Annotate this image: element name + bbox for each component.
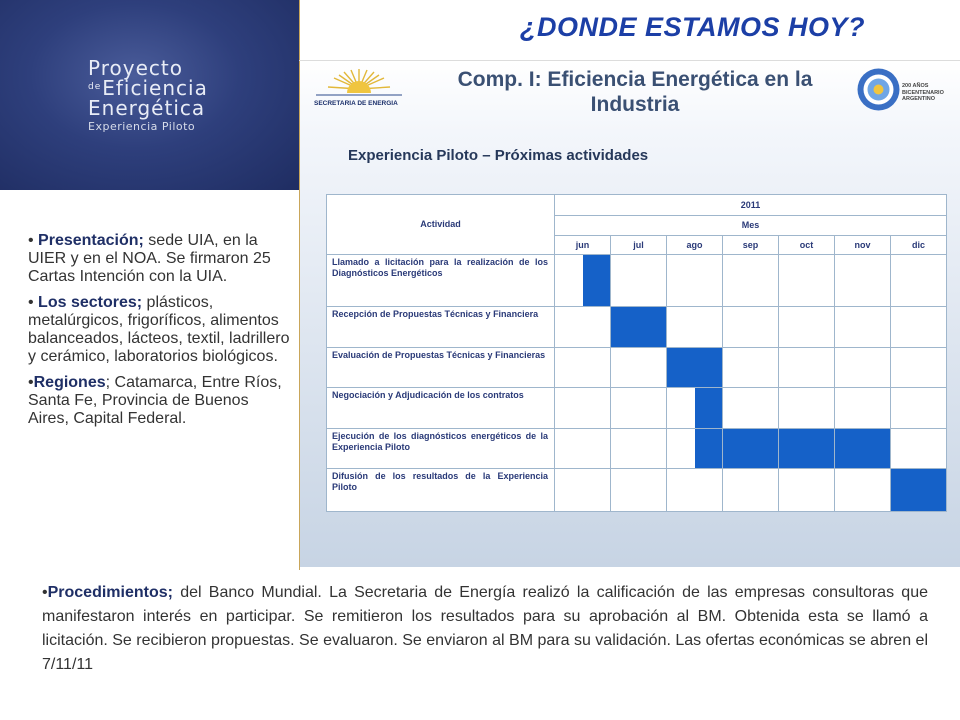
gantt-cell (611, 307, 667, 348)
month-header-sep: sep (723, 235, 779, 254)
gantt-cell (611, 469, 667, 512)
gantt-cell (835, 347, 891, 388)
gantt-bar (779, 429, 807, 469)
gantt-cell (835, 388, 891, 429)
gantt-bar (695, 388, 723, 428)
gantt-row (327, 469, 947, 512)
gantt-cell (891, 347, 947, 388)
bullet-label: Presentación; (38, 232, 144, 249)
gantt-row (327, 254, 947, 307)
embedded-slide (300, 61, 960, 567)
bicentenario-seal-icon (856, 67, 901, 112)
activity-label: Negociación y Adjudicación de los contratos (327, 388, 555, 429)
month-header-nov: nov (835, 235, 891, 254)
slide-subtitle: Experiencia Piloto – Próximas actividades (348, 147, 649, 164)
bullet-text: sede UIA, en la UIER y en el NOA. Se firmaron 25 Cartas Intención con la UIA. (28, 232, 271, 285)
org-caption: SECRETARIA DE ENERGIA (314, 100, 398, 107)
gantt-bar (695, 348, 723, 388)
bullet-marker: • (28, 374, 34, 391)
logo-line-eficiencia (88, 78, 208, 98)
gantt-cell (667, 347, 723, 388)
gantt-cell (723, 307, 779, 348)
gantt-cell (667, 428, 723, 469)
gantt-cell (667, 307, 723, 348)
logo-prefix-de: de (88, 82, 102, 92)
activity-label: Llamado a licitación para la realización de los Diagnósticos Energéticos (327, 254, 555, 307)
bullet-text: ; Catamarca, Entre Ríos, Santa Fe, Provincia de Buenos Aires, Capital Federal. (28, 374, 282, 427)
gantt-cell (779, 347, 835, 388)
gantt-cell (779, 469, 835, 512)
bullet-list (28, 232, 290, 436)
gantt-cell (611, 388, 667, 429)
gantt-bar (751, 429, 779, 469)
gantt-bar (863, 429, 891, 469)
bullet-marker: • (28, 294, 39, 311)
gantt-bar (611, 307, 639, 347)
month-header-ago: ago (667, 235, 723, 254)
procedure-label: Procedimientos; (47, 584, 173, 601)
bullet-presentacion (28, 232, 290, 286)
logo-panel (0, 0, 299, 190)
gantt-cell (723, 347, 779, 388)
header-month: Mes (555, 216, 947, 235)
gantt-cell (779, 388, 835, 429)
gantt-cell (611, 428, 667, 469)
gantt-bar (891, 469, 919, 511)
procedure-text: del Banco Mundial. La Secretaria de Energía realizó la calificación de las empresas consultoras que manifestaron interés en participar. Se remitieron los resultados para su aprobación al BM. Obtenida esta se llamó a licitación. Se recibieron propuestas. Se evaluaron. Se enviaron al BM para su validación. Las ofertas económicas se abren el 7/11/11 (42, 584, 928, 673)
gantt-cell (555, 254, 611, 307)
project-logo (88, 58, 208, 132)
gantt-bar (919, 469, 947, 511)
seal-line: 200 AÑOS (902, 83, 929, 89)
bullet-marker: • (42, 584, 48, 601)
activity-label: Ejecución de los diagnósticos energéticos de la Experiencia Piloto (327, 428, 555, 469)
gantt-cell (667, 469, 723, 512)
activity-label: Evaluación de Propuestas Técnicas y Financieras (327, 347, 555, 388)
activity-label: Recepción de Propuestas Técnicas y Financiera (327, 307, 555, 348)
header-year: 2011 (555, 195, 947, 216)
gantt-cell (891, 254, 947, 307)
month-header-jul: jul (611, 235, 667, 254)
seal-caption (902, 83, 944, 103)
gantt-table (326, 194, 947, 512)
seal-line: ARGENTINO (902, 96, 935, 102)
gantt-cell (835, 307, 891, 348)
logo-word-eficiencia: Eficiencia (102, 76, 208, 100)
gantt-cell (611, 254, 667, 307)
gantt-cell (835, 428, 891, 469)
gantt-cell (555, 388, 611, 429)
gantt-cell (891, 469, 947, 512)
gantt-cell (779, 428, 835, 469)
logo-line-experiencia: Experiencia Piloto (88, 120, 196, 133)
gantt-cell (667, 254, 723, 307)
gantt-cell (555, 347, 611, 388)
month-header-dic: dic (891, 235, 947, 254)
bullet-label: Los sectores; (38, 294, 143, 311)
page-title: ¿DONDE ESTAMOS HOY? (520, 12, 866, 42)
gantt-bar (667, 348, 695, 388)
logo-line-proyecto: Proyecto (88, 56, 183, 80)
activity-label: Difusión de los resultados de la Experiencia Piloto (327, 469, 555, 512)
gantt-cell (779, 254, 835, 307)
header-activity: Actividad (327, 195, 555, 255)
gantt-row (327, 347, 947, 388)
gantt-cell (555, 307, 611, 348)
gantt-cell (835, 254, 891, 307)
gantt-cell (891, 428, 947, 469)
month-header-jun: jun (555, 235, 611, 254)
bullet-regiones (28, 374, 290, 428)
gantt-bar (695, 429, 723, 469)
slide-title: Comp. I: Eficiencia Energética en la Industria (457, 68, 813, 116)
gantt-cell (723, 388, 779, 429)
bullet-sectores (28, 294, 290, 366)
gantt-bar (723, 429, 751, 469)
seal-line: BICENTENARIO (902, 89, 944, 96)
gantt-row (327, 388, 947, 429)
sun-emblem-icon (314, 65, 404, 115)
gantt-cell (667, 388, 723, 429)
gantt-cell (779, 307, 835, 348)
gantt-cell (723, 254, 779, 307)
gantt-cell (835, 469, 891, 512)
logo-line-energetica: Energética (88, 96, 206, 120)
month-header-oct: oct (779, 235, 835, 254)
bullet-label: Regiones (33, 374, 106, 391)
gantt-bar (807, 429, 835, 469)
procedure-paragraph (42, 581, 928, 677)
bullet-text: plásticos, metalúrgicos, frigoríficos, alimentos balanceados, lácteos, textil, ladrillero y cerámico, laboratorios biológicos. (28, 294, 290, 365)
gantt-bar (639, 307, 667, 347)
bullet-marker: • (28, 232, 39, 249)
gantt-cell (723, 428, 779, 469)
gantt-cell (723, 469, 779, 512)
gantt-row (327, 307, 947, 348)
gantt-cell (555, 469, 611, 512)
gantt-bar (835, 429, 863, 469)
gantt-cell (891, 307, 947, 348)
gantt-cell (891, 388, 947, 429)
gantt-cell (611, 347, 667, 388)
gantt-bar (583, 255, 611, 307)
gantt-cell (555, 428, 611, 469)
gantt-row (327, 428, 947, 469)
